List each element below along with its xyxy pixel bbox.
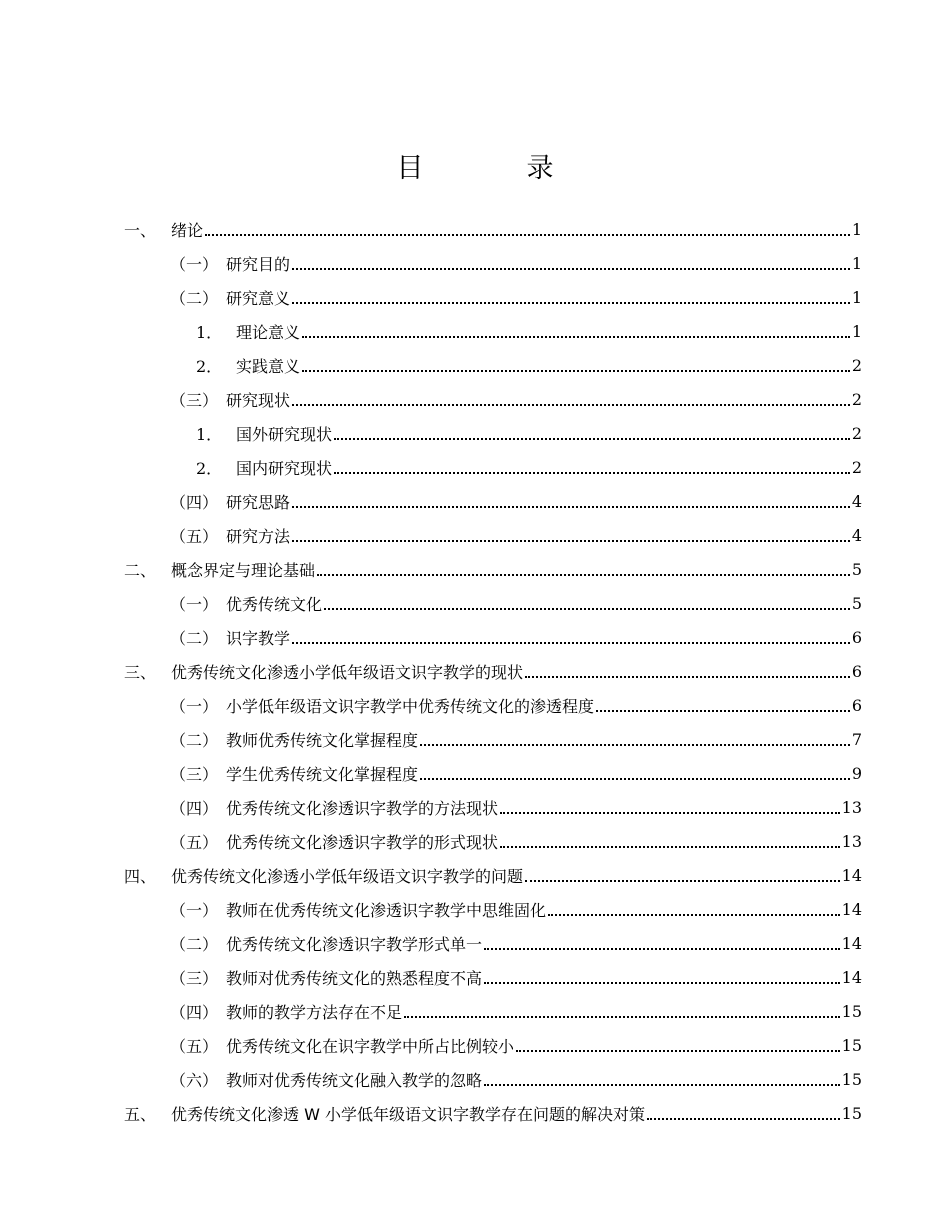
toc-entry-label: 研究方法 — [226, 526, 291, 546]
toc-title: 目 录 — [396, 153, 592, 184]
toc-entry-number: （一） — [170, 900, 219, 920]
toc-dot-leader — [205, 234, 850, 236]
toc-entry-number: （二） — [170, 934, 219, 954]
toc-entry-page-number: 4 — [851, 525, 862, 545]
toc-entry-page-number: 2 — [851, 389, 862, 409]
toc-entry[interactable] — [170, 688, 862, 722]
toc-entry-page-number: 15 — [841, 1103, 862, 1123]
toc-entry-page-number: 2 — [851, 355, 862, 375]
toc-entry-page-number: 14 — [841, 967, 862, 987]
toc-entry[interactable] — [170, 518, 862, 552]
toc-dot-leader — [404, 1016, 840, 1018]
toc-entry-number: 一、 — [124, 220, 157, 240]
toc-entry-page-number: 9 — [851, 763, 862, 783]
toc-entry-label: 优秀传统文化渗透小学低年级语文识字教学的现状 — [171, 662, 524, 682]
toc-entry-number: （一） — [170, 254, 219, 274]
toc-entry[interactable] — [170, 756, 862, 790]
toc-dot-leader — [484, 1084, 840, 1086]
toc-dot-leader — [292, 506, 850, 508]
toc-entry-number: （四） — [170, 1002, 219, 1022]
toc-entry-label: 研究现状 — [226, 390, 291, 410]
toc-entry[interactable] — [170, 1062, 862, 1096]
toc-dot-leader — [292, 540, 850, 542]
toc-entry-label: 教师的教学方法存在不足 — [226, 1002, 403, 1022]
toc-entry-number: （四） — [170, 798, 219, 818]
toc-entry-number: （五） — [170, 1036, 219, 1056]
toc-dot-leader — [500, 846, 840, 848]
toc-dot-leader — [420, 778, 850, 780]
toc-entry-label: 国外研究现状 — [236, 424, 333, 444]
toc-dot-leader — [525, 676, 850, 678]
toc-entry[interactable] — [170, 620, 862, 654]
toc-entry-page-number: 7 — [851, 729, 862, 749]
toc-dot-leader — [302, 370, 850, 372]
toc-entry-label: 绪论 — [171, 220, 204, 240]
toc-entry-label: 优秀传统文化渗透识字教学的方法现状 — [226, 798, 499, 818]
toc-entry-label: 教师在优秀传统文化渗透识字教学中思维固化 — [226, 900, 547, 920]
toc-entry-number: （二） — [170, 628, 219, 648]
toc-entry-page-number: 5 — [851, 559, 862, 579]
toc-entry[interactable] — [170, 280, 862, 314]
toc-dot-leader — [324, 608, 850, 610]
toc-entry-number: （二） — [170, 730, 219, 750]
toc-entry[interactable] — [170, 484, 862, 518]
toc-entry-page-number: 5 — [851, 593, 862, 613]
toc-entry[interactable] — [170, 960, 862, 994]
toc-entry[interactable] — [170, 926, 862, 960]
toc-entry-number: （三） — [170, 390, 219, 410]
toc-entry-label: 研究思路 — [226, 492, 291, 512]
toc-dot-leader — [484, 948, 840, 950]
toc-entry-number: 五、 — [124, 1104, 157, 1124]
toc-entry-number: 二、 — [124, 560, 157, 580]
toc-entry[interactable] — [170, 994, 862, 1028]
toc-entry-label: 教师对优秀传统文化融入教学的忽略 — [226, 1070, 483, 1090]
toc-entry-label: 识字教学 — [226, 628, 291, 648]
toc-entry[interactable] — [196, 314, 862, 348]
toc-entry-number: 三、 — [124, 662, 157, 682]
toc-dot-leader — [334, 438, 850, 440]
toc-entry-label: 国内研究现状 — [236, 458, 333, 478]
toc-dot-leader — [292, 268, 850, 270]
toc-dot-leader — [302, 336, 850, 338]
toc-entry[interactable] — [196, 450, 862, 484]
toc-dot-leader — [317, 574, 850, 576]
toc-entry-label: 实践意义 — [236, 356, 301, 376]
toc-dot-leader — [500, 812, 840, 814]
toc-entry-label: 小学低年级语文识字教学中优秀传统文化的渗透程度 — [226, 696, 595, 716]
toc-entry-label: 优秀传统文化渗透小学低年级语文识字教学的问题 — [171, 866, 524, 886]
toc-entry-page-number: 1 — [851, 287, 862, 307]
toc-entry-page-number: 1 — [851, 219, 862, 239]
toc-entry-page-number: 1 — [851, 253, 862, 273]
toc-entry-page-number: 15 — [841, 1069, 862, 1089]
toc-entry-page-number: 14 — [841, 933, 862, 953]
toc-entry[interactable] — [124, 212, 862, 246]
toc-dot-leader — [548, 914, 840, 916]
toc-entry-page-number: 14 — [841, 865, 862, 885]
toc-entry[interactable] — [170, 246, 862, 280]
toc-entry[interactable] — [170, 824, 862, 858]
toc-entry-label: 教师优秀传统文化掌握程度 — [226, 730, 419, 750]
toc-entry[interactable] — [170, 382, 862, 416]
toc-dot-leader — [596, 710, 850, 712]
toc-entry-number: （三） — [170, 968, 219, 988]
toc-entry-number: 四、 — [124, 866, 157, 886]
toc-entry-label: 优秀传统文化 — [226, 594, 323, 614]
toc-dot-leader — [292, 404, 850, 406]
toc-entry[interactable] — [170, 892, 862, 926]
toc-entry[interactable] — [124, 858, 862, 892]
toc-entry-number: （五） — [170, 526, 219, 546]
toc-entry-number: （一） — [170, 696, 219, 716]
toc-entry-label: 优秀传统文化渗透识字教学形式单一 — [226, 934, 483, 954]
toc-entry-number: 2． — [196, 458, 223, 478]
toc-entry-label: 学生优秀传统文化掌握程度 — [226, 764, 419, 784]
toc-entry-label: 理论意义 — [236, 322, 301, 342]
toc-entry-number: （一） — [170, 594, 219, 614]
toc-entry-page-number: 4 — [851, 491, 862, 511]
toc-entry-page-number: 6 — [851, 661, 862, 681]
toc-entry[interactable] — [196, 348, 862, 382]
toc-entry-label: 优秀传统文化在识字教学中所占比例较小 — [226, 1036, 515, 1056]
toc-entry[interactable] — [170, 790, 862, 824]
toc-entry-number: （三） — [170, 764, 219, 784]
toc-entry-page-number: 15 — [841, 1001, 862, 1021]
toc-dot-leader — [292, 642, 850, 644]
toc-entry[interactable] — [196, 416, 862, 450]
toc-entry-page-number: 1 — [851, 321, 862, 341]
toc-entry-label: 概念界定与理论基础 — [171, 560, 316, 580]
toc-entry[interactable] — [124, 1096, 862, 1130]
toc-entry-number: （二） — [170, 288, 219, 308]
toc-entry-page-number: 6 — [851, 695, 862, 715]
toc-entry[interactable] — [170, 586, 862, 620]
toc-entry-number: 1． — [196, 322, 223, 342]
toc-entry[interactable] — [124, 654, 862, 688]
toc-dot-leader — [292, 302, 850, 304]
toc-entry-page-number: 14 — [841, 899, 862, 919]
toc-dot-leader — [525, 880, 840, 882]
toc-entry-number: （六） — [170, 1070, 219, 1090]
toc-dot-leader — [647, 1118, 840, 1120]
toc-dot-leader — [420, 744, 850, 746]
toc-dot-leader — [516, 1050, 840, 1052]
toc-entry-page-number: 15 — [841, 1035, 862, 1055]
toc-entry-number: （五） — [170, 832, 219, 852]
toc-entry-page-number: 6 — [851, 627, 862, 647]
toc-dot-leader — [484, 982, 840, 984]
toc-entry-page-number: 13 — [841, 797, 862, 817]
toc-entry-page-number: 2 — [851, 423, 862, 443]
toc-entry-label: 研究意义 — [226, 288, 291, 308]
toc-entry-number: （四） — [170, 492, 219, 512]
toc-entry-page-number: 13 — [841, 831, 862, 851]
toc-dot-leader — [334, 472, 850, 474]
toc-entry[interactable] — [170, 1028, 862, 1062]
toc-entry-label: 优秀传统文化渗透识字教学的形式现状 — [226, 832, 499, 852]
toc-entry-label: 优秀传统文化渗透 W 小学低年级语文识字教学存在问题的解决对策 — [171, 1104, 645, 1124]
toc-entry-number: 1． — [196, 424, 223, 444]
toc-entry-number: 2． — [196, 356, 223, 376]
toc-entry[interactable] — [124, 552, 862, 586]
toc-entry[interactable] — [170, 722, 862, 756]
toc-entry-label: 教师对优秀传统文化的熟悉程度不高 — [226, 968, 483, 988]
toc-entry-page-number: 2 — [851, 457, 862, 477]
toc-entry-label: 研究目的 — [226, 254, 291, 274]
